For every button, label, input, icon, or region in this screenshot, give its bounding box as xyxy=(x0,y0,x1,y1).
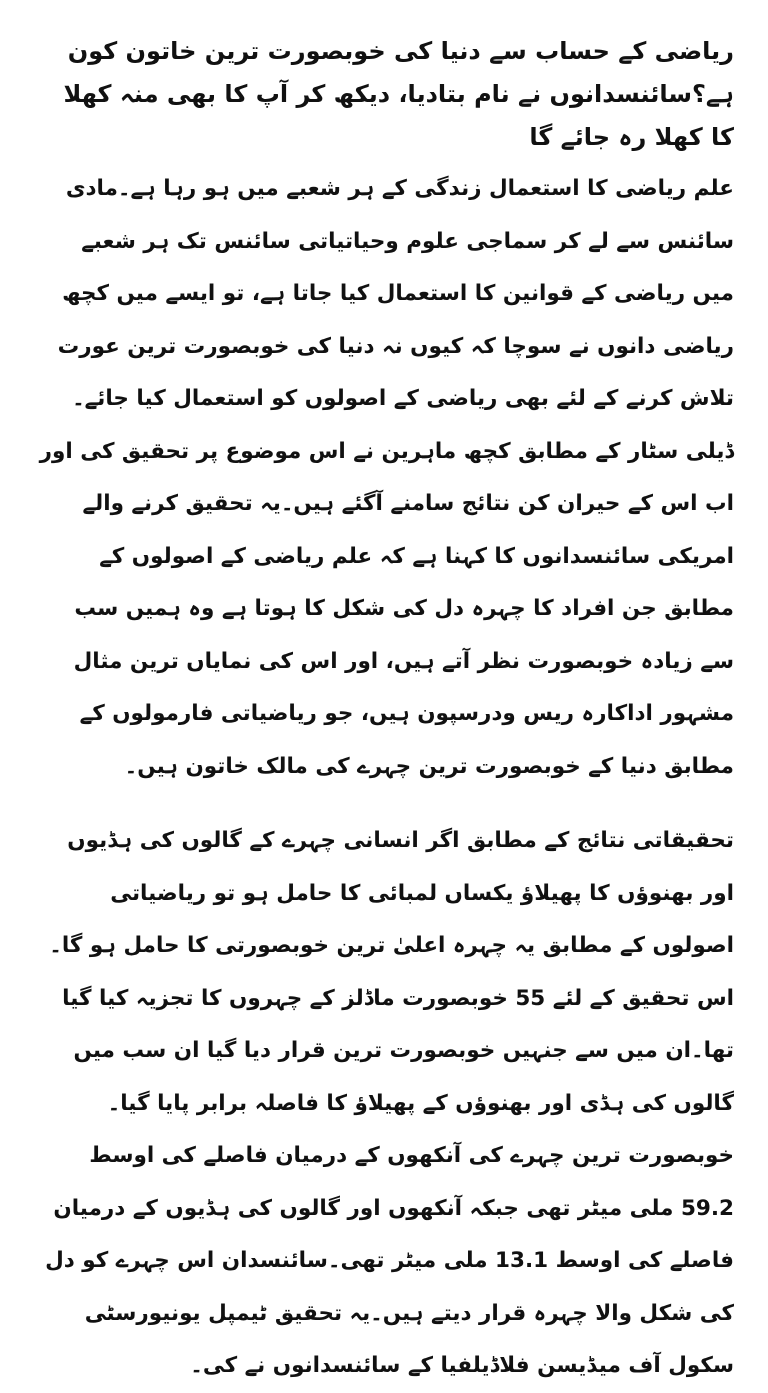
article-headline: ریاضی کے حساب سے دنیا کی خوبصورت ترین خاتون کون ہے؟سائنسدانوں نے نام بتادیا، دیکھ کر آپ کا بھی منہ کھلا کا کھلا رہ جائے گا xyxy=(63,37,734,151)
article-paragraph-2: تحقیقاتی نتائج کے مطابق اگر انسانی چہرے کے گالوں کی ہڈیوں اور بھنوؤں کا پھیلاؤ یکساں لمبائی کا حامل ہو تو ریاضیاتی اصولوں کے مطابق یہ چہرہ اعلیٰ ترین خوبصورتی کا حامل ہو گا۔اس تحقیق کے لئے 55 خوبصورت ماڈلز کے چہروں کا تجزیہ کیا گیا تھا۔ان میں سے جنہیں خوبصورت ترین قرار دیا گیا ان سب میں گالوں کی ہڈی اور بھنوؤں کے پھیلاؤ کا فاصلہ برابر پایا گیا۔خوبصورت ترین چہرے کی آنکھوں کے درمیان فاصلے کی اوسط 59.2 ملی میٹر تھی جبکہ آنکھوں اور گالوں کی ہڈیوں کے درمیان فاصلے کی اوسط 13.1 ملی میٹر تھی۔سائنسدان اس چہرے کو دل کی شکل والا چہرہ قرار دیتے ہیں۔یہ تحقیق ٹیمپل یونیورسٹی سکول آف میڈیسن فلاڈیلفیا کے سائنسدانوں نے کی۔ xyxy=(45,828,734,1378)
paragraph-gap xyxy=(34,793,734,815)
article xyxy=(34,30,734,1393)
article-paragraph-1: علم ریاضی کا استعمال زندگی کے ہر شعبے میں ہو رہا ہے۔مادی سائنس سے لے کر سماجی علوم وحیاتیاتی سائنس تک ہر شعبے میں ریاضی کے قوانین کا استعمال کیا جاتا ہے، تو ایسے میں کچھ ریاضی دانوں نے سوچا کہ کیوں نہ دنیا کی خوبصورت ترین عورت تلاش کرنے کے لئے بھی ریاضی کے اصولوں کو استعمال کیا جائے۔ڈیلی سٹار کے مطابق کچھ ماہرین نے اس موضوع پر تحقیق کی اور اب اس کے حیران کن نتائج سامنے آگئے ہیں۔یہ تحقیق کرنے والے امریکی سائنسدانوں کا کہنا ہے کہ علم ریاضی کے اصولوں کے مطابق جن افراد کا چہرہ دل کی شکل کا ہوتا ہے وہ ہمیں سب سے زیادہ خوبصورت نظر آتے ہیں، اور اس کی نمایاں ترین مثال مشہور اداکارہ ریس ودرسپون ہیں، جو ریاضیاتی فارمولوں کے مطابق دنیا کے خوبصورت ترین چہرے کی مالک خاتون ہیں۔ xyxy=(39,176,734,779)
